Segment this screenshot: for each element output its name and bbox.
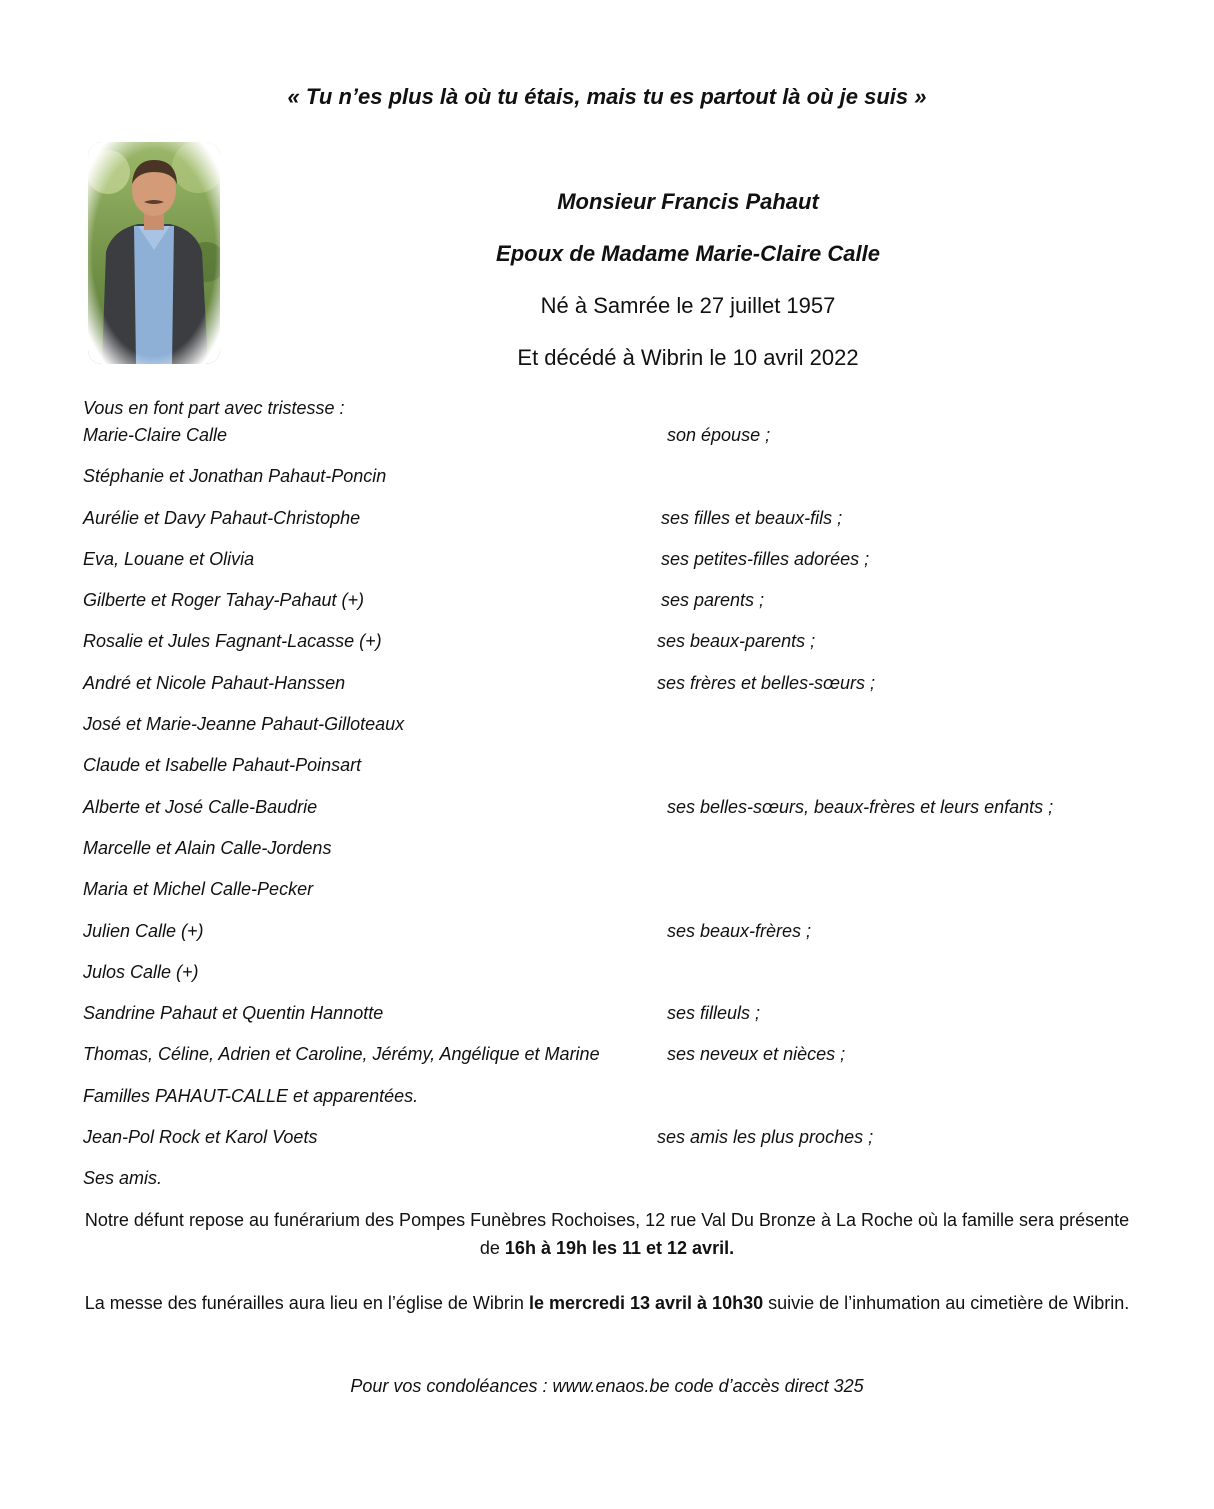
family-member: Maria et Michel Calle-Pecker: [83, 879, 314, 900]
spouse-line: Epoux de Madame Marie-Claire Calle: [496, 241, 880, 266]
family-member: Claude et Isabelle Pahaut-Poinsart: [83, 755, 362, 776]
family-member: Marie-Claire Calle: [83, 425, 228, 445]
family-row: [83, 1000, 1143, 1041]
family-member: José et Marie-Jeanne Pahaut-Gilloteaux: [83, 714, 405, 735]
funerarium-notice: [80, 1206, 1134, 1262]
family-member: Familles PAHAUT-CALLE et apparentées.: [83, 1085, 419, 1106]
family-member: Aurélie et Davy Pahaut-Christophe: [83, 507, 361, 528]
condolences-line: Pour vos condoléances : www.enaos.be code d’accès direct 325: [350, 1376, 864, 1396]
family-row: [83, 918, 1143, 959]
family-row: [83, 628, 1143, 669]
family-row: [83, 794, 1143, 835]
family-member: Sandrine Pahaut et Quentin Hannotte: [83, 1003, 384, 1024]
mass-text: La messe des funérailles aura lieu en l’église de Wibrin: [84, 1293, 529, 1313]
family-member: Jean-Pol Rock et Karol Voets: [83, 1127, 318, 1148]
family-member: Julos Calle (+): [83, 961, 199, 982]
family-member: Eva, Louane et Olivia: [83, 548, 255, 569]
family-member: André et Nicole Pahaut-Hanssen: [83, 672, 346, 693]
family-relation: ses neveux et nièces ;: [667, 1044, 846, 1065]
intro-text: Vous en font part avec tristesse :: [83, 398, 345, 418]
family-row: [83, 959, 1143, 1000]
mass-text-end: suivie de l’inhumation au cimetière de Wibrin.: [763, 1293, 1130, 1313]
family-row: [83, 1124, 1143, 1165]
deceased-header: [388, 186, 988, 394]
family-row: [83, 876, 1143, 917]
funerarium-text: Notre défunt repose au funérarium des Pompes Funèbres Rochoises, 12 rue Val Du Bronze à La Roche où la famille sera présente de: [84, 1210, 1130, 1258]
family-relation: ses amis les plus proches ;: [657, 1127, 874, 1148]
family-row: [83, 463, 1143, 504]
family-relation: ses filleuls ;: [667, 1003, 761, 1024]
family-member: Thomas, Céline, Adrien et Caroline, Jérémy, Angélique et Marine: [83, 1044, 600, 1065]
family-row: [83, 1083, 1143, 1124]
family-row: [83, 1165, 1143, 1206]
family-relation: ses frères et belles-sœurs ;: [657, 672, 876, 693]
family-row: [83, 505, 1143, 546]
family-relation: ses petites-filles adorées ;: [661, 548, 870, 569]
family-row: [83, 835, 1143, 876]
family-member: Julien Calle (+): [83, 920, 204, 941]
family-member: Gilberte et Roger Tahay-Pahaut (+): [83, 590, 364, 611]
mass-notice: [80, 1289, 1134, 1317]
family-member: Marcelle et Alain Calle-Jordens: [83, 837, 332, 858]
family-row: [83, 546, 1143, 587]
mass-date: le mercredi 13 avril à 10h30: [528, 1293, 764, 1313]
epitaph-quote: « Tu n’es plus là où tu étais, mais tu es partout là où je suis »: [287, 84, 927, 109]
family-list: [83, 422, 1143, 1207]
family-row: [83, 1041, 1143, 1082]
family-relation: ses filles et beaux-fils ;: [661, 507, 843, 528]
family-row: [83, 752, 1143, 793]
family-relation: son épouse ;: [667, 425, 771, 445]
family-member: Stéphanie et Jonathan Pahaut-Poncin: [83, 466, 387, 487]
family-relation: ses beaux-frères ;: [667, 920, 812, 941]
death-line: Et décédé à Wibrin le 10 avril 2022: [517, 345, 859, 370]
birth-line: Né à Samrée le 27 juillet 1957: [540, 293, 836, 318]
family-member: Ses amis.: [83, 1168, 163, 1189]
family-relation: ses parents ;: [661, 590, 765, 611]
deceased-name: Monsieur Francis Pahaut: [557, 189, 819, 214]
family-row: [83, 587, 1143, 628]
family-relation: ses beaux-parents ;: [657, 631, 816, 652]
family-row: [83, 670, 1143, 711]
family-row: [83, 422, 1143, 463]
portrait-photo: [88, 142, 220, 364]
family-row: [83, 711, 1143, 752]
family-member: Rosalie et Jules Fagnant-Lacasse (+): [83, 631, 382, 652]
family-member: Alberte et José Calle-Baudrie: [83, 796, 318, 817]
funerarium-hours: 16h à 19h les 11 et 12 avril.: [504, 1238, 735, 1258]
family-relation: ses belles-sœurs, beaux-frères et leurs enfants ;: [667, 796, 1054, 817]
